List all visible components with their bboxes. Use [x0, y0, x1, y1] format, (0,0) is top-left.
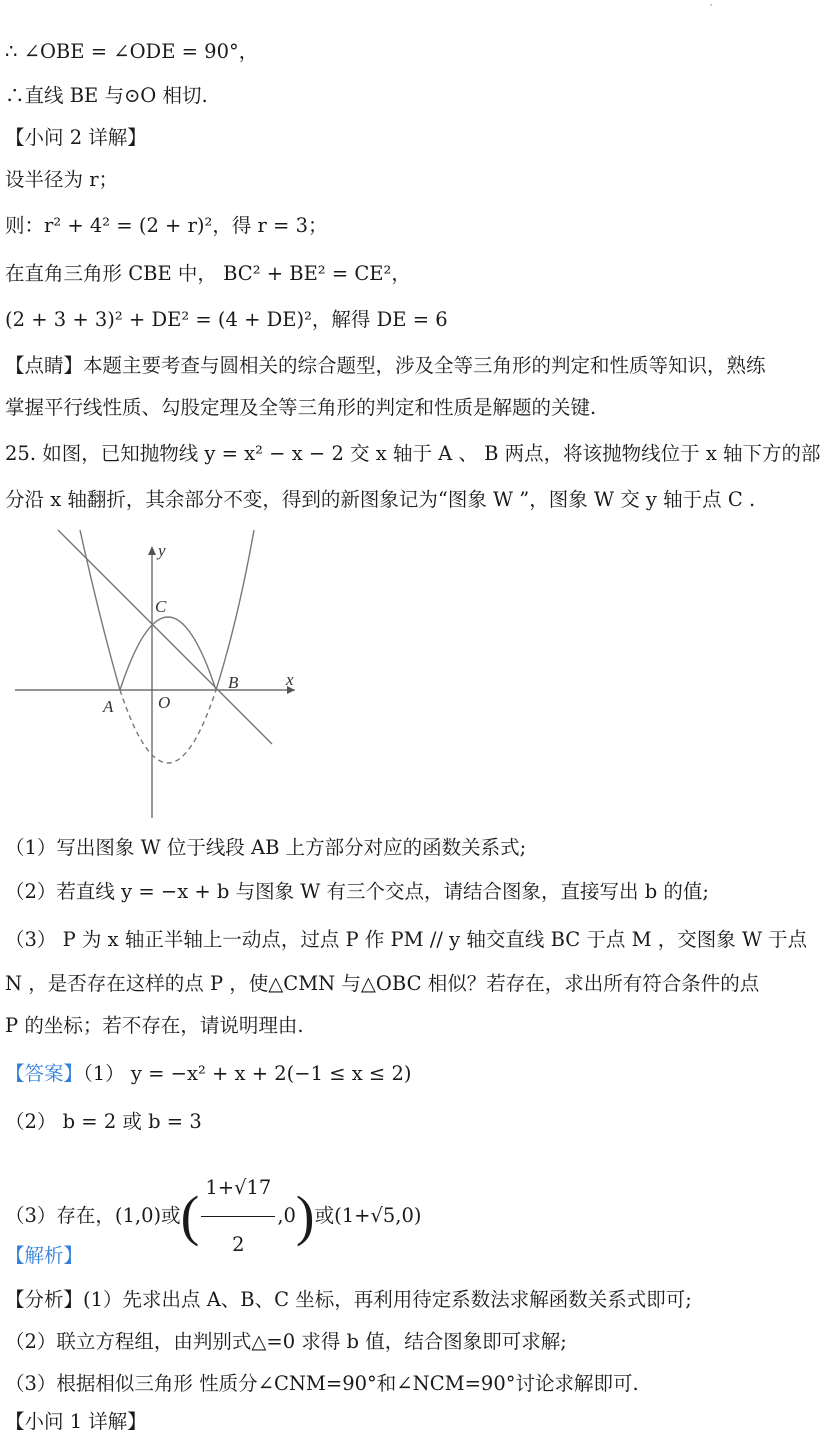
label-y: y — [158, 541, 166, 560]
fraction-numerator: 1+√17 — [201, 1160, 275, 1217]
remark-line-2: 掌握平行线性质、勾股定理及全等三角形的判定和性质是解题的关键. — [5, 396, 597, 419]
analysis-line-1: 【分析】(1）先求出点 A、B、C 坐标，再利用待定系数法求解函数关系式即可; — [5, 1288, 692, 1311]
question-3-line-2: N ，是否存在这样的点 P ，使△CMN 与△OBC 相似？若存在，求出所有符合条件的点 — [5, 972, 760, 995]
label-c: C — [155, 597, 167, 616]
label-a: A — [103, 697, 114, 716]
stray-dot — [710, 4, 712, 6]
label-o: O — [158, 693, 171, 712]
parabola-figure — [10, 528, 310, 823]
answer-3-point-2-tail: ,0 — [277, 1204, 296, 1227]
q2-line-3: 在直角三角形 CBE 中， BC² + BE² = CE²， — [5, 262, 411, 285]
question-1: （1）写出图象 W 位于线段 AB 上方部分对应的函数关系式; — [5, 836, 527, 859]
q2-line-2: 则：r² + 4² = (2 + r)²，得 r = 3； — [5, 214, 328, 237]
answer-3-point-3: (1+√5,0) — [334, 1204, 422, 1227]
analysis-line-3: （3）根据相似三角形 性质分∠CNM=90°和∠NCM=90°讨论求解即可. — [5, 1372, 639, 1395]
question-2: （2）若直线 y = −x + b 与图象 W 有三个交点，请结合图象，直接写出 b 的值; — [5, 880, 709, 903]
answer-tag: 【答案】 — [5, 1062, 84, 1085]
answer-3-fraction — [201, 1160, 275, 1273]
graph-w-right-branch — [216, 530, 254, 690]
graph-w-arch — [120, 617, 216, 690]
fraction-denominator: 2 — [232, 1233, 245, 1256]
analysis-line-2: （2）联立方程组，由判别式△=0 求得 b 值，结合图象即可求解; — [5, 1330, 567, 1353]
question-3-line-3: P 的坐标；若不存在，请说明理由. — [5, 1014, 304, 1037]
label-b: B — [228, 673, 239, 692]
left-paren-icon: ( — [180, 1185, 200, 1248]
problem-25-line-1: 25. 如图，已知抛物线 y = x² − x − 2 交 x 轴于 A 、 B 两点，将该抛物线位于 x 轴下方的部 — [5, 442, 821, 465]
section-heading-q2: 【小问 2 详解】 — [5, 126, 147, 149]
y-axis-arrow-icon — [148, 546, 156, 555]
label-x: x — [286, 670, 294, 689]
answer-3-point-1: (1,0) — [114, 1204, 162, 1227]
question-3-line-1: （3） P 为 x 轴正半轴上一动点，过点 P 作 PM // y 轴交直线 BC 于点 M ，交图象 W 于点 — [5, 928, 808, 951]
q2-line-1: 设半径为 r； — [5, 168, 119, 191]
answer-1: （1） y = −x² + x + 2(−1 ≤ x ≤ 2) — [83, 1062, 412, 1085]
answer-2: （2） b = 2 或 b = 3 — [5, 1110, 202, 1133]
answer-3-prefix: （3）存在， — [5, 1204, 115, 1227]
proof-line-1: ∴ ∠OBE = ∠ODE = 90°， — [5, 40, 259, 63]
answer-line-1 — [5, 1060, 412, 1088]
remark-line-1: 【点睛】本题主要考查与圆相关的综合题型，涉及全等三角形的判定和性质等知识，熟练 — [5, 354, 766, 377]
section-heading-q1: 【小问 1 详解】 — [5, 1410, 147, 1433]
answer-3-or-1: 或 — [161, 1204, 181, 1227]
right-paren-icon: ) — [295, 1185, 315, 1248]
problem-25-line-2: 分沿 x 轴翻折，其余部分不变，得到的新图象记为“图象 W ”，图象 W 交 y 轴于点 C . — [5, 488, 756, 511]
graph-w-left-branch — [80, 530, 120, 690]
proof-line-2: ∴直线 BE 与⊙O 相切. — [5, 84, 208, 107]
q2-line-4: (2 + 3 + 3)² + DE² = (4 + DE)²，解得 DE = 6 — [5, 308, 448, 331]
answer-3-or-2: 或 — [314, 1204, 335, 1227]
analysis-tag: 【解析】 — [5, 1244, 84, 1267]
